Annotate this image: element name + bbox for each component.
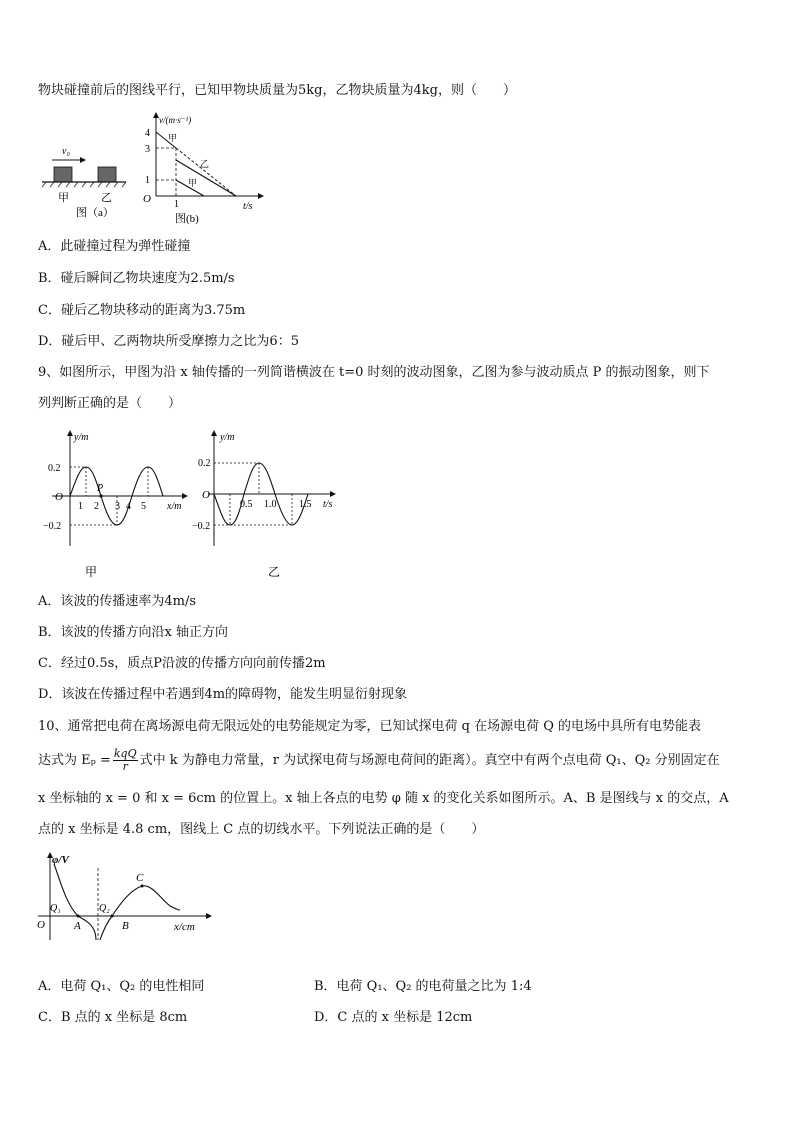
wave-ytick-pos: 0.2 xyxy=(48,463,61,474)
vib-ylabel: y/m xyxy=(220,432,235,443)
q10-option-b[interactable]: B．电荷 Q₁、Q₂ 的电荷量之比为 1:4 xyxy=(314,979,532,994)
fraction-numerator: kqQ xyxy=(113,747,137,760)
q8-figure-a xyxy=(40,140,130,222)
wave-xtick-3: 3 xyxy=(115,501,120,512)
wave-xtick-1: 1 xyxy=(78,501,83,512)
q10-line3: x 坐标轴的 x = 0 和 x = 6cm 的位置上。x 轴上各点的电势 φ 随 x 的变化关系如图所示。A、B 是图线与 x 的交点，A xyxy=(38,791,729,806)
q10-line4: 点的 x 坐标是 4.8 cm，图线上 C 点的切线水平。下列说法正确的是（ ） xyxy=(38,822,485,837)
q9-stem-line1: 9、如图所示，甲图为沿 x 轴传播的一列简谐横波在 t=0 时刻的波动图象，乙图为参与波动质点 P 的振动图象，则下 xyxy=(38,365,710,380)
q10-figure xyxy=(34,850,214,942)
wave-xlabel: x/m xyxy=(167,501,182,512)
potential-energy-fraction xyxy=(113,748,138,773)
wave-xtick-5: 5 xyxy=(141,501,146,512)
point-b xyxy=(111,915,114,918)
q8-option-b[interactable]: B．碰后瞬间乙物块速度为2.5m/s xyxy=(38,271,235,286)
vt-ytick-3: 3 xyxy=(145,144,150,155)
phi-xlabel: x/cm xyxy=(174,921,195,933)
vib-origin: O xyxy=(202,489,210,501)
q9-figure-yi xyxy=(192,428,348,583)
vt-ytick-1: 1 xyxy=(145,175,150,186)
q9-stem-line2: 列判断正确的是（ ） xyxy=(38,396,182,411)
wave-ytick-neg: −0.2 xyxy=(43,521,62,532)
q10-line2-post: 式中 k 为静电力常量，r 为试探电荷与场源电荷间的距离）。真空中有两个点电荷 Q₁、Q₂ 分别固定在 xyxy=(139,753,720,768)
vib-xtick-1-0: 1.0 xyxy=(264,499,277,510)
q9-figure-jia xyxy=(40,428,190,583)
vt-xlabel: t/s xyxy=(243,201,253,212)
vib-ytick-pos: 0.2 xyxy=(198,458,211,469)
label-jia: 甲 xyxy=(58,192,69,204)
vib-xtick-1-5: 1.5 xyxy=(299,499,312,510)
q10-option-c[interactable]: C．B 点的 x 坐标是 8cm xyxy=(38,1010,188,1025)
caption-yi: 乙 xyxy=(268,565,281,579)
q9-option-c[interactable]: C．经过0.5s，质点P沿波的传播方向向前传播2m xyxy=(38,656,326,671)
q8-option-a[interactable]: A．此碰撞过程为弹性碰撞 xyxy=(38,239,191,254)
point-a xyxy=(77,915,80,918)
v0-label: v₀ xyxy=(62,146,70,157)
point-p xyxy=(99,494,102,497)
vt-label-jia-top: 甲 xyxy=(168,133,178,143)
point-c xyxy=(141,885,144,888)
b-label: B xyxy=(122,920,129,932)
q10-option-a[interactable]: A．电荷 Q₁、Q₂ 的电性相同 xyxy=(38,979,205,994)
block-jia xyxy=(54,167,72,182)
q1-label: Q₁ xyxy=(50,903,61,914)
label-yi: 乙 xyxy=(101,192,112,204)
vt-dashed-line xyxy=(176,148,236,196)
wave-ylabel: y/m xyxy=(74,432,89,443)
vt-ytick-4: 4 xyxy=(145,128,150,139)
q9-option-b[interactable]: B．该波的传播方向沿x 轴正方向 xyxy=(38,625,229,640)
q8-option-d[interactable]: D．碰后甲、乙两物块所受摩擦力之比为6：5 xyxy=(38,334,299,349)
vt-xtick-1: 1 xyxy=(174,199,179,210)
q8-option-c[interactable]: C．碰后乙物块移动的距离为3.75m xyxy=(38,303,246,318)
phi-origin: O xyxy=(37,919,45,931)
wave-origin: O xyxy=(55,491,63,503)
q8-figure-b xyxy=(140,110,265,228)
q8-stem: 物块碰撞前后的图线平行，已知甲物块质量为5kg，乙物块质量为4kg，则（ ） xyxy=(38,83,516,98)
vt-origin: O xyxy=(143,193,151,205)
caption-jia: 甲 xyxy=(85,565,98,579)
vib-xtick-0-5: 0.5 xyxy=(240,499,253,510)
c-label: C xyxy=(136,872,144,884)
phi-curve-right xyxy=(100,886,180,940)
q10-line1: 10、通常把电荷在离场源电荷无限远处的电势能规定为零，已知试探电荷 q 在场源电荷 Q 的电场中具所有电势能表 xyxy=(38,719,702,734)
q10-option-d[interactable]: D．C 点的 x 坐标是 12cm xyxy=(314,1010,473,1025)
q10-line2-pre: 达式为 Eₚ = xyxy=(38,753,111,768)
vt-ylabel: v/(m·s⁻¹) xyxy=(159,115,192,125)
wave-xtick-4: 4 xyxy=(126,501,131,512)
vt-label-yi: 乙 xyxy=(200,159,210,169)
fraction-denominator: r xyxy=(122,760,128,773)
caption-b: 图(b) xyxy=(175,213,199,225)
a-label: A xyxy=(74,920,81,932)
vib-ytick-neg: −0.2 xyxy=(192,521,211,532)
q9-option-d[interactable]: D．该波在传播过程中若遇到4m的障碍物，能发生明显衍射现象 xyxy=(38,687,408,702)
vt-label-jia: 甲 xyxy=(188,178,198,188)
vib-xlabel: t/s xyxy=(323,499,333,510)
wave-point-label: P xyxy=(97,483,104,494)
q10-line2 xyxy=(38,748,720,773)
q9-option-a[interactable]: A．该波的传播速率为4m/s xyxy=(38,594,197,609)
block-yi xyxy=(98,167,116,182)
caption-a: 图（a） xyxy=(76,207,114,219)
wave-xtick-2: 2 xyxy=(94,501,99,512)
phi-ylabel: φ/V xyxy=(52,854,69,866)
q2-label: Q₂ xyxy=(99,903,110,914)
